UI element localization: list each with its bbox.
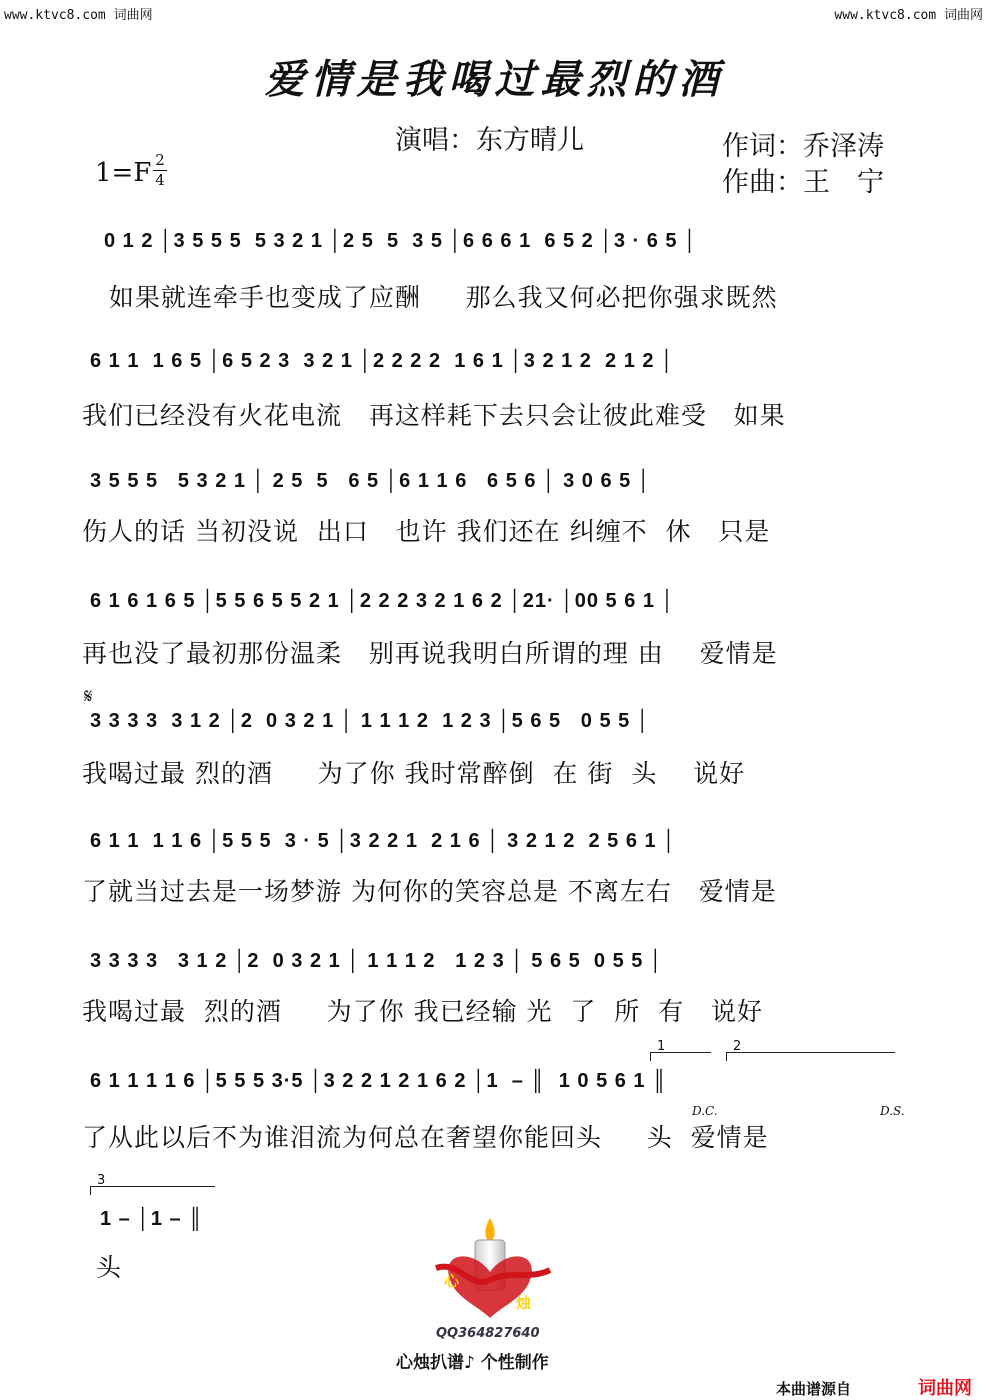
lyricist: 作词：乔泽涛 — [722, 131, 884, 162]
key-signature: 1=F — [95, 158, 152, 188]
time-signature — [153, 152, 167, 189]
logo-char-left: 心 — [444, 1272, 460, 1290]
notes-row-6: 6 1 1 1 1 6 │5 5 5 3 · 5 │3 2 2 1 2 1 6 │ 3 2 1 2 2 5 6 1 │ — [90, 830, 677, 852]
notes-ending: 1 – │1 – ║ — [100, 1208, 204, 1230]
song-title: 爱情是我喝过最烈的酒 — [264, 56, 725, 103]
lyrics-row-6: 了就当过去是一场梦游 为何你的笑容总是 不离左右 爱情是 — [82, 877, 777, 906]
volta-3: 3 — [90, 1186, 215, 1195]
segno-sign: 𝄋 — [84, 684, 93, 708]
footer-brand: 词曲网 — [918, 1378, 972, 1399]
lyrics-row-1: 如果就连牵手也变成了应酬 那么我又何必把你强求既然 — [82, 283, 778, 312]
lyrics-row-4: 再也没了最初那份温柔 别再说我明白所谓的理 由 爱情是 — [82, 639, 778, 668]
qq-label: QQ364827640 — [436, 1326, 540, 1341]
notes-row-3: 3 5 5 5 5 3 2 1 │ 2 5 5 6 5 │6 1 1 6 6 5 6 │ 3 0 6 5 │ — [90, 470, 652, 492]
logo-char-right: 烛 — [516, 1294, 532, 1312]
lyrics-row-8: 了从此以后不为谁泪流为何总在奢望你能回头 头 爱情是 — [82, 1123, 769, 1152]
notes-row-5: 3 3 3 3 3 1 2 │2 0 3 2 1 │ 1 1 1 2 1 2 3 │5 6 5 0 5 5 │ — [90, 710, 651, 732]
notes-row-4: 6 1 6 1 6 5 │5 5 6 5 5 2 1 │2 2 2 3 2 1 6 2 │21· │00 5 6 1 │ — [90, 590, 676, 612]
lyrics-row-5: 我喝过最 烈的酒 为了你 我时常醉倒 在 街 头 说好 — [82, 759, 746, 788]
time-bottom: 4 — [155, 171, 165, 189]
lyrics-ending: 头 — [96, 1253, 123, 1282]
credit: 心烛扒谱♪ 个性制作 — [396, 1353, 549, 1373]
singer: 演唱：东方晴儿 — [395, 125, 584, 156]
volta-1: 1 — [650, 1052, 711, 1061]
dc-mark: D.C. — [692, 1104, 718, 1118]
composer: 作曲：王 宁 — [722, 167, 884, 198]
lyrics-row-7: 我喝过最 烈的酒 为了你 我已经输 光 了 所 有 说好 — [82, 997, 764, 1026]
notes-row-7: 3 3 3 3 3 1 2 │2 0 3 2 1 │ 1 1 1 2 1 2 3 │ 5 6 5 0 5 5 │ — [90, 950, 664, 972]
notes-row-2: 6 1 1 1 6 5 │6 5 2 3 3 2 1 │2 2 2 2 1 6 1 │3 2 1 2 2 1 2 │ — [90, 350, 675, 372]
notes-row-1: 0 1 2 │3 5 5 5 5 3 2 1 │2 5 5 3 5 │6 6 6 1 6 5 2 │3 · 6 5 │ — [104, 230, 698, 252]
lyrics-row-2: 我们已经没有火花电流 再这样耗下去只会让彼此难受 如果 — [82, 401, 786, 430]
candle-logo — [430, 1210, 570, 1330]
site-label-right: www.ktvc8.com 词曲网 — [834, 8, 983, 23]
time-top: 2 — [155, 151, 165, 169]
site-label-left: www.ktvc8.com 词曲网 — [4, 8, 153, 23]
lyrics-row-3: 伤人的话 当初没说 出口 也许 我们还在 纠缠不 休 只是 — [82, 517, 771, 546]
footer-source: 本曲谱源自 — [776, 1380, 852, 1398]
volta-2: 2 — [726, 1052, 895, 1061]
ds-mark: D.S. — [880, 1104, 905, 1118]
notes-row-8: 6 1 1 1 1 6 │5 5 5 3·5 │3 2 2 1 2 1 6 2 │1 – ║ 1 0 5 6 1 ║ — [90, 1070, 668, 1092]
